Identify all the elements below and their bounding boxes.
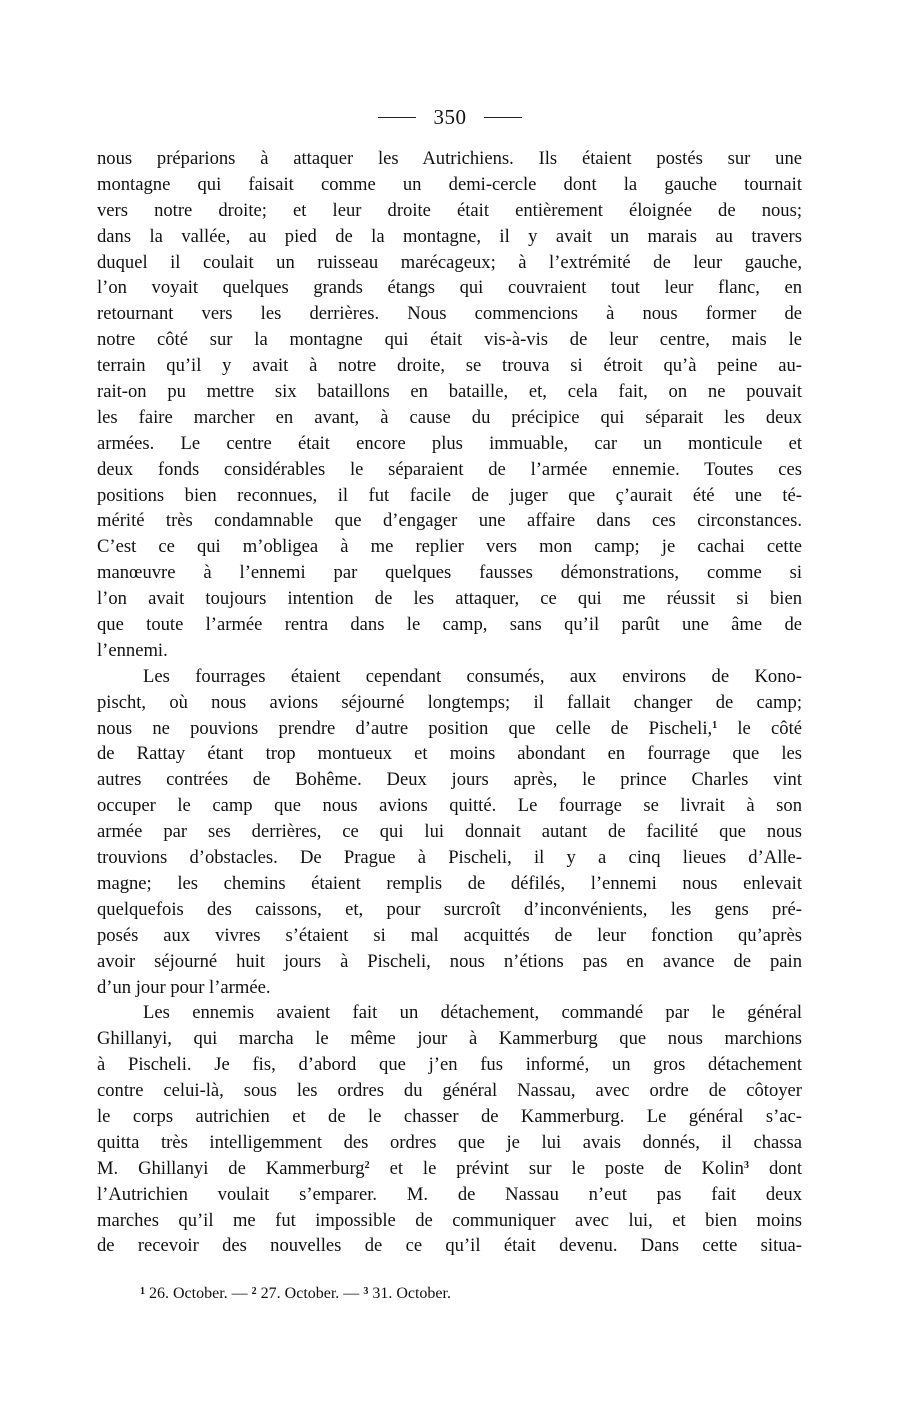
text-line: Les ennemis avaient fait un détachement, commandé par le général [143, 1002, 802, 1024]
text-line-with-footnote [97, 1156, 802, 1182]
text-line: de Rattay étant trop montueux et moins abondant en fourrage que les [97, 743, 802, 765]
text-line: nous préparions à attaquer les Autrichiens. Ils étaient postés sur une [97, 148, 802, 169]
text-segment: et le prévint sur le poste de Kolin [389, 1157, 744, 1179]
text-line: les faire marcher en avant, à cause du précipice qui séparait les deux [97, 406, 802, 428]
footnote-marker: 2 [364, 1159, 370, 1171]
text-line: autres contrées de Bohême. Deux jours après, le prince Charles vint [97, 769, 802, 791]
text-line: notre côté sur la montagne qui était vis-à-vis de leur centre, mais le [97, 329, 802, 351]
text-line-with-footnote [97, 716, 802, 742]
footnote-marker: 1 [140, 1286, 145, 1297]
text-line: contre celui-là, sous les ordres du général Nassau, avec ordre de côtoyer [97, 1080, 802, 1102]
text-line: pischt, où nous avions séjourné longtemps; il fallait changer de camp; [97, 691, 802, 713]
footnote-marker: 2 [251, 1286, 257, 1297]
text-line: retournant vers les derrières. Nous commencions à nous former de [97, 303, 802, 325]
text-line: mérité très condamnable que d’engager une affaire dans ces circonstances. [97, 510, 802, 532]
footnote-text: 31. October. [372, 1285, 451, 1302]
text-line: à Pischeli. Je fis, d’abord que j’en fus informé, un gros détachement [97, 1054, 802, 1076]
text-line: magne; les chemins étaient remplis de défilés, l’ennemi nous enlevait [97, 872, 802, 894]
text-line: Ghillanyi, qui marcha le même jour à Kammerburg que nous marchions [97, 1028, 802, 1050]
text-line: trouvions d’obstacles. De Prague à Pischeli, il y a cinq lieues d’Alle- [97, 847, 802, 869]
text-line: vers notre droite; et leur droite était entièrement éloignée de nous; [97, 199, 802, 221]
text-line: que toute l’armée rentra dans le camp, sans qu’il parût une âme de [97, 614, 802, 636]
header-rule-right [484, 117, 522, 118]
text-line: terrain qu’il y avait à notre droite, se trouva si étroit qu’à peine au- [97, 355, 802, 377]
text-line: l’on avait toujours intention de les attaquer, ce qui me réussit si bien [97, 588, 802, 610]
text-line: l’on voyait quelques grands étangs qui couvraient tout leur flanc, en [97, 277, 802, 299]
text-line: posés aux vivres s’étaient si mal acquittés de leur fonction qu’après [97, 924, 802, 946]
text-line: manœuvre à l’ennemi par quelques fausses démonstrations, comme si [97, 562, 802, 584]
text-line: marches qu’il me fut impossible de communiquer avec lui, et bien moins [97, 1209, 802, 1231]
footnote-marker: 3 [363, 1286, 369, 1297]
text-line: quelquefois des caissons, et, pour surcroît d’inconvénients, les gens pré- [97, 898, 802, 920]
text-line: occuper le camp que nous avions quitté. Le fourrage se livrait à son [97, 795, 802, 817]
text-line: deux fonds considérables le séparaient de l’armée ennemie. Toutes ces [97, 458, 802, 480]
text-line: l’Autrichien voulait s’emparer. M. de Nassau n’eut pas fait deux [97, 1183, 802, 1205]
footnote-text: 26. October. — [149, 1285, 248, 1302]
footnote-marker: 3 [743, 1159, 749, 1171]
footnotes [140, 1280, 740, 1306]
text-line: le corps autrichien et de le chasser de Kammerburg. Le général s’ac- [97, 1105, 802, 1127]
text-line: C’est ce qui m’obligea à me replier vers mon camp; je cachai cette [97, 536, 802, 558]
header-rule-left [378, 117, 416, 118]
text-line: rait-on pu mettre six bataillons en bataille, et, cela fait, on ne pouvait [97, 381, 802, 403]
text-line: dans la vallée, au pied de la montagne, il y avait un marais au travers [97, 225, 802, 247]
text-line: armée par ses derrières, ce qui lui donnait autant de facilité que nous [97, 821, 802, 843]
body-text [97, 146, 802, 1259]
footnote-marker: 1 [712, 719, 718, 731]
footnote-text: 27. October. — [260, 1285, 360, 1302]
page-number: 350 [433, 105, 467, 130]
text-line: positions bien reconnues, il fut facile de juger que ç’aurait été une té- [97, 484, 802, 506]
text-line: montagne qui faisait comme un demi-cercle dont la gauche tournait [97, 173, 802, 195]
text-line: Les fourrages étaient cependant consumés, aux environs de Kono- [143, 665, 802, 687]
text-segment: dont [768, 1157, 802, 1179]
text-segment: nous ne pouvions prendre d’autre position que celle de Pischeli, [97, 717, 713, 739]
text-line: d’un jour pour l’armée. [97, 976, 271, 998]
text-line: duquel il coulait un ruisseau marécageux; à l’extrémité de leur gauche, [97, 251, 802, 273]
text-line: de recevoir des nouvelles de ce qu’il était devenu. Dans cette situa- [97, 1235, 802, 1257]
page-header [0, 100, 900, 132]
text-segment: le côté [737, 717, 802, 739]
text-line: quitta très intelligemment des ordres que je lui avais donnés, il chassa [97, 1131, 802, 1153]
text-line: avoir séjourné huit jours à Pischeli, nous n’étions pas en avance de pain [97, 950, 802, 972]
text-line: armées. Le centre était encore plus immuable, car un monticule et [97, 432, 802, 454]
text-segment: M. Ghillanyi de Kammerburg [97, 1157, 365, 1179]
text-line: l’ennemi. [97, 639, 168, 661]
